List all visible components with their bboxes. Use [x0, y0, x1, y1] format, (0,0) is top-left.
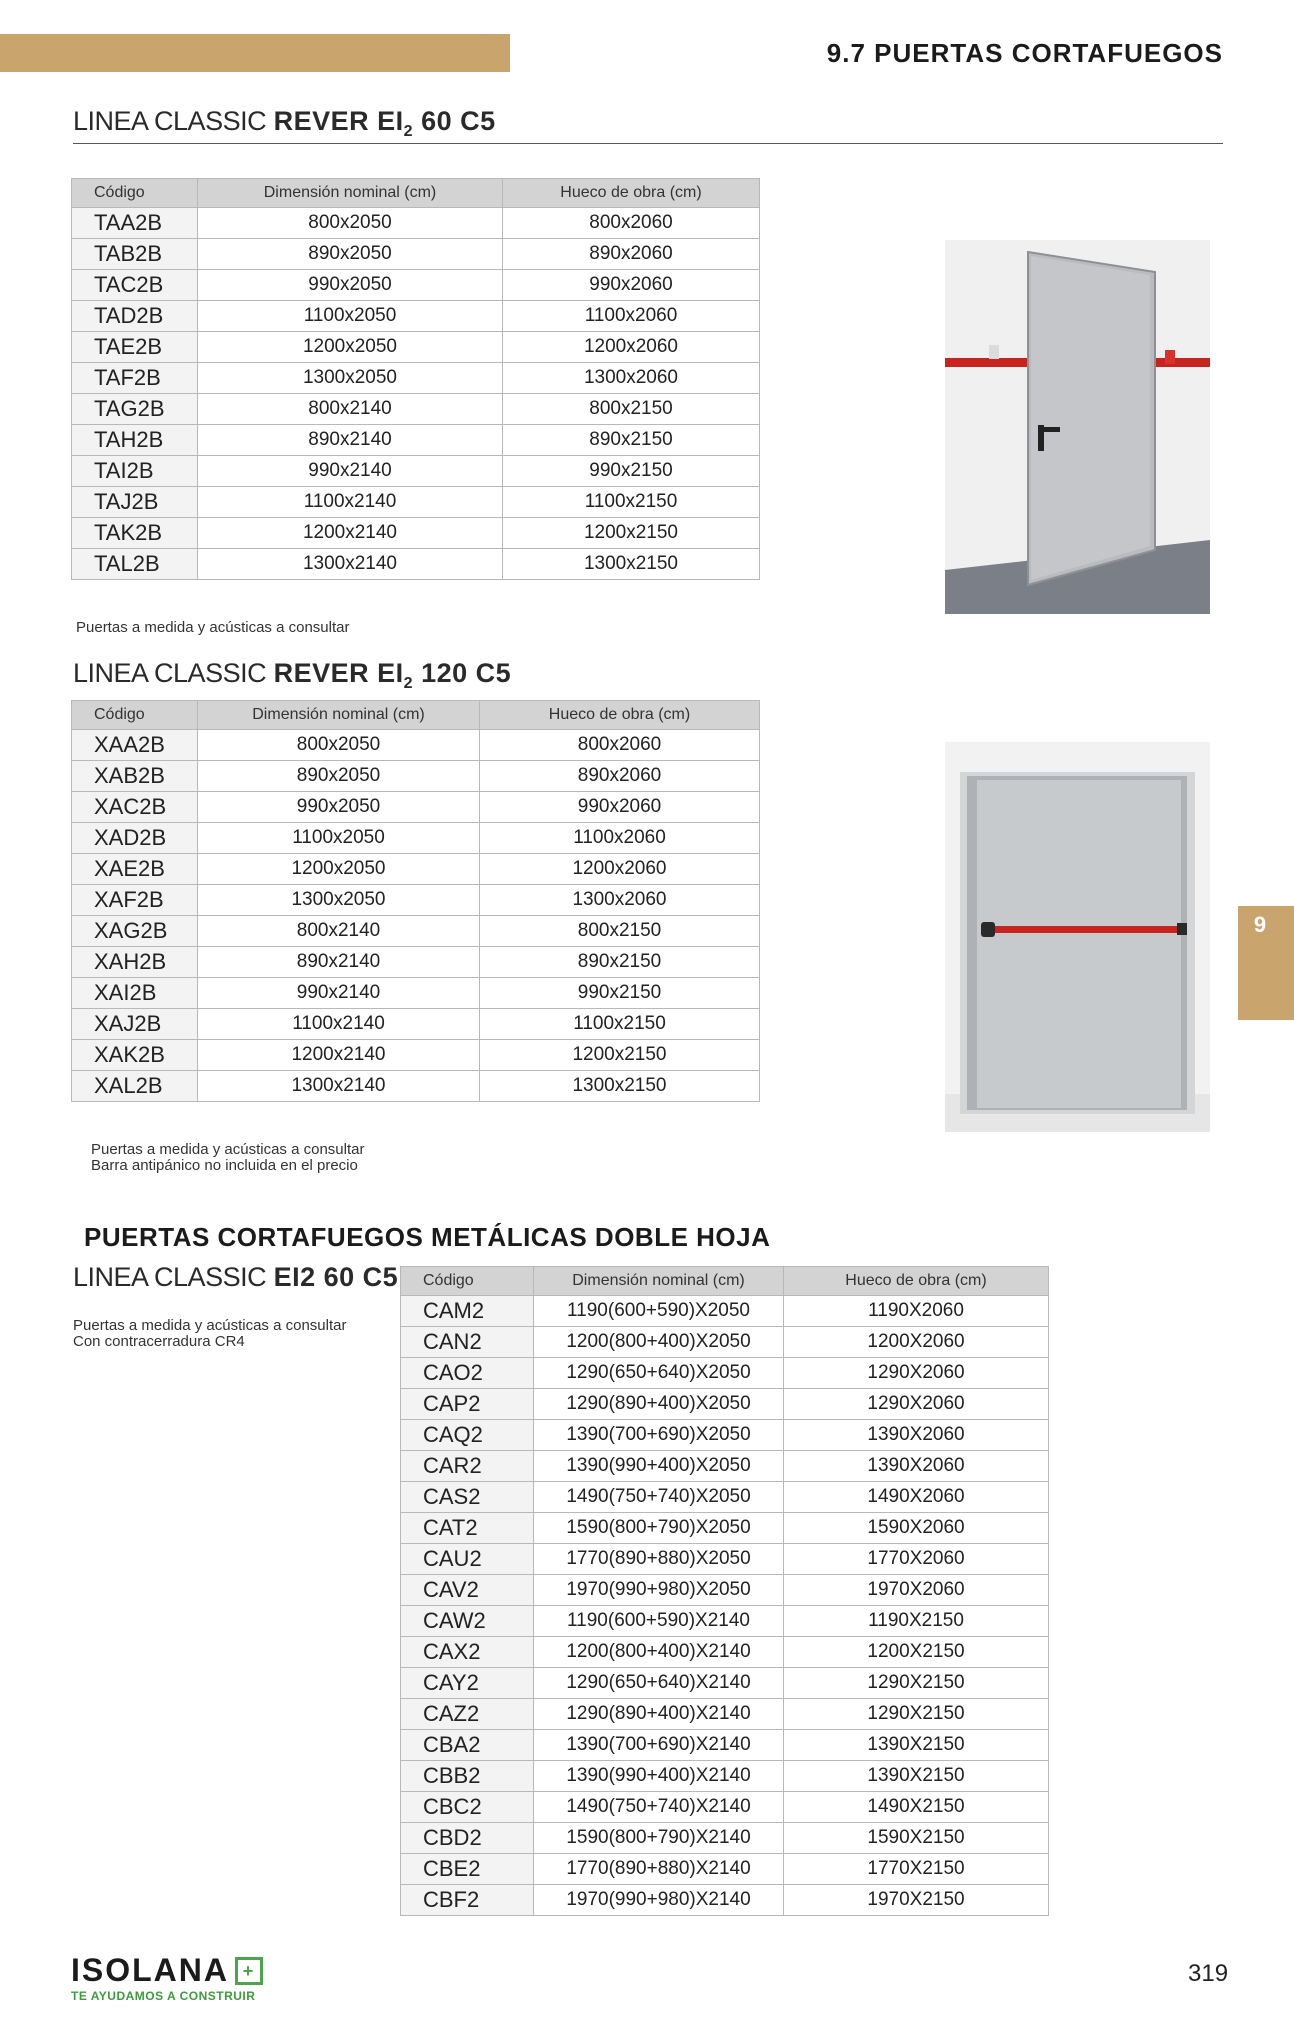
cell-code: CAX2 [401, 1637, 534, 1668]
section2-heading-light: LINEA CLASSIC [73, 658, 267, 688]
cell-nominal-dimension: 800x2050 [198, 730, 480, 761]
cell-nominal-dimension: 1490(750+740)X2050 [534, 1482, 784, 1513]
header-accent-band [0, 34, 510, 72]
cell-opening: 1100x2150 [480, 1009, 760, 1040]
cell-code: TAF2B [72, 363, 198, 394]
cell-opening: 1100x2060 [480, 823, 760, 854]
cell-opening: 1590X2150 [784, 1823, 1049, 1854]
table-row [401, 1668, 1049, 1699]
cell-nominal-dimension: 1190(600+590)X2050 [534, 1296, 784, 1327]
cell-nominal-dimension: 1300x2050 [198, 363, 503, 394]
chapter-tab-number: 9 [1253, 912, 1267, 937]
cell-nominal-dimension: 990x2140 [198, 456, 503, 487]
cell-code: XAE2B [72, 854, 198, 885]
cell-opening: 1770X2060 [784, 1544, 1049, 1575]
cell-code: CAY2 [401, 1668, 534, 1699]
cell-opening: 1770X2150 [784, 1854, 1049, 1885]
cell-code: TAE2B [72, 332, 198, 363]
cell-code: CAV2 [401, 1575, 534, 1606]
column-header-code: Código [72, 701, 198, 730]
cell-code: CBC2 [401, 1792, 534, 1823]
cell-nominal-dimension: 890x2050 [198, 239, 503, 270]
cell-nominal-dimension: 800x2140 [198, 916, 480, 947]
section2-heading-bold [273, 658, 512, 692]
column-header-code: Código [401, 1267, 534, 1296]
cell-nominal-dimension: 1300x2140 [198, 1071, 480, 1102]
cell-opening: 1300x2150 [503, 549, 760, 580]
table-row [401, 1389, 1049, 1420]
cell-nominal-dimension: 1200(800+400)X2140 [534, 1637, 784, 1668]
table-row [72, 301, 760, 332]
cell-code: TAJ2B [72, 487, 198, 518]
cell-nominal-dimension: 1770(890+880)X2140 [534, 1854, 784, 1885]
cell-nominal-dimension: 990x2140 [198, 978, 480, 1009]
cell-opening: 1390X2060 [784, 1451, 1049, 1482]
table-row [72, 394, 760, 425]
cell-opening: 890x2060 [503, 239, 760, 270]
cell-opening: 1200x2060 [480, 854, 760, 885]
page-number: 319 [1188, 1960, 1229, 1987]
cell-opening: 890x2150 [503, 425, 760, 456]
cell-nominal-dimension: 1100x2050 [198, 301, 503, 332]
cell-opening: 1390X2060 [784, 1420, 1049, 1451]
cell-nominal-dimension: 1100x2050 [198, 823, 480, 854]
table-row [72, 487, 760, 518]
cell-nominal-dimension: 1770(890+880)X2050 [534, 1544, 784, 1575]
cell-nominal-dimension: 1200x2140 [198, 1040, 480, 1071]
cell-opening: 1290X2060 [784, 1358, 1049, 1389]
table-row [401, 1296, 1049, 1327]
cell-opening: 1200x2150 [480, 1040, 760, 1071]
fire-door-photo-single [945, 240, 1210, 614]
table-body [72, 208, 760, 580]
logo-wordmark-text: ISOLANA [71, 1952, 229, 1988]
section3-heading-bold: EI2 60 C5 [273, 1262, 399, 1292]
table-row [72, 518, 760, 549]
table-row [401, 1606, 1049, 1637]
cell-nominal-dimension: 1390(700+690)X2050 [534, 1420, 784, 1451]
section2-heading-sub: 2 [403, 675, 414, 692]
cell-opening: 1200x2060 [503, 332, 760, 363]
cell-nominal-dimension: 1300x2140 [198, 549, 503, 580]
cell-code: XAD2B [72, 823, 198, 854]
cell-opening: 1190X2060 [784, 1296, 1049, 1327]
cell-opening: 990x2150 [480, 978, 760, 1009]
cell-opening: 800x2060 [480, 730, 760, 761]
table-body [72, 730, 760, 1102]
cell-opening: 1300x2060 [480, 885, 760, 916]
table-header-row [401, 1267, 1049, 1296]
cell-opening: 800x2150 [503, 394, 760, 425]
cell-opening: 1290X2150 [784, 1668, 1049, 1699]
cell-opening: 1970X2150 [784, 1885, 1049, 1916]
table-row [72, 916, 760, 947]
cell-opening: 800x2060 [503, 208, 760, 239]
cell-opening: 1200X2150 [784, 1637, 1049, 1668]
cell-opening: 1100x2060 [503, 301, 760, 332]
table-row [401, 1637, 1049, 1668]
spec-table-ei2-120 [71, 700, 760, 1102]
table-row [72, 823, 760, 854]
table-row [72, 1009, 760, 1040]
cell-code: CBA2 [401, 1730, 534, 1761]
cell-opening: 1290X2150 [784, 1699, 1049, 1730]
table-row [401, 1575, 1049, 1606]
cell-nominal-dimension: 1300x2050 [198, 885, 480, 916]
cell-code: XAF2B [72, 885, 198, 916]
table-row [72, 1071, 760, 1102]
table-row [72, 332, 760, 363]
column-header-opening: Hueco de obra (cm) [784, 1267, 1049, 1296]
section1-heading-bold-b: 60 C5 [413, 106, 496, 136]
cell-nominal-dimension: 800x2050 [198, 208, 503, 239]
cell-nominal-dimension: 1200x2050 [198, 854, 480, 885]
cell-opening: 1300x2150 [480, 1071, 760, 1102]
isolana-logo [71, 1954, 263, 2003]
table-row [72, 239, 760, 270]
cell-opening: 1100x2150 [503, 487, 760, 518]
section2-heading-bold-b: 120 C5 [413, 658, 512, 688]
cell-nominal-dimension: 1290(650+640)X2140 [534, 1668, 784, 1699]
table-row [72, 549, 760, 580]
cell-code: XAJ2B [72, 1009, 198, 1040]
section2-heading-bold-a: REVER EI [273, 658, 404, 688]
cell-opening: 990x2060 [503, 270, 760, 301]
cell-code: TAG2B [72, 394, 198, 425]
table-row [401, 1482, 1049, 1513]
cell-code: CAW2 [401, 1606, 534, 1637]
section2-note: Puertas a medida y acústicas a consultar Barra antipánico no incluida en el precio [91, 1141, 365, 1174]
cell-code: TAA2B [72, 208, 198, 239]
column-header-nominal: Dimensión nominal (cm) [198, 701, 480, 730]
logo-tagline: TE AYUDAMOS A CONSTRUIR [71, 1989, 256, 2003]
table-row [72, 730, 760, 761]
table-row [401, 1854, 1049, 1885]
column-header-opening: Hueco de obra (cm) [503, 179, 760, 208]
cell-code: TAH2B [72, 425, 198, 456]
cell-nominal-dimension: 1290(890+400)X2050 [534, 1389, 784, 1420]
cell-opening: 1300x2060 [503, 363, 760, 394]
table-row [401, 1420, 1049, 1451]
cell-code: CAS2 [401, 1482, 534, 1513]
cell-code: XAC2B [72, 792, 198, 823]
cell-nominal-dimension: 1200x2050 [198, 332, 503, 363]
cell-nominal-dimension: 890x2140 [198, 947, 480, 978]
section1-heading-bold [273, 106, 496, 140]
double-leaf-section-title: PUERTAS CORTAFUEGOS METÁLICAS DOBLE HOJA [84, 1222, 771, 1252]
table-body [401, 1296, 1049, 1916]
section2-heading [73, 658, 511, 693]
table-row [401, 1792, 1049, 1823]
section1-note: Puertas a medida y acústicas a consultar [76, 619, 350, 636]
cell-opening: 1290X2060 [784, 1389, 1049, 1420]
cell-code: CAT2 [401, 1513, 534, 1544]
table-row [72, 978, 760, 1009]
fire-door-photo-panic-bar [945, 742, 1210, 1132]
table-row [72, 792, 760, 823]
table-row [401, 1513, 1049, 1544]
section1-heading [73, 106, 496, 141]
section1-heading-sub: 2 [403, 123, 414, 140]
column-header-nominal: Dimensión nominal (cm) [198, 179, 503, 208]
cell-code: XAL2B [72, 1071, 198, 1102]
cell-code: CBD2 [401, 1823, 534, 1854]
cell-opening: 890x2060 [480, 761, 760, 792]
cell-opening: 990x2150 [503, 456, 760, 487]
section1-heading-light: LINEA CLASSIC [73, 106, 267, 136]
table-row [72, 456, 760, 487]
cell-nominal-dimension: 1590(800+790)X2050 [534, 1513, 784, 1544]
cell-nominal-dimension: 800x2140 [198, 394, 503, 425]
section3-heading [73, 1262, 398, 1293]
cell-code: CAP2 [401, 1389, 534, 1420]
cell-nominal-dimension: 1100x2140 [198, 487, 503, 518]
cell-nominal-dimension: 1190(600+590)X2140 [534, 1606, 784, 1637]
column-header-code: Código [72, 179, 198, 208]
table-row [72, 208, 760, 239]
cell-nominal-dimension: 1200(800+400)X2050 [534, 1327, 784, 1358]
spec-table-double-leaf [400, 1266, 1049, 1916]
cell-nominal-dimension: 1290(650+640)X2050 [534, 1358, 784, 1389]
cell-code: XAB2B [72, 761, 198, 792]
table-row [401, 1358, 1049, 1389]
cell-nominal-dimension: 890x2140 [198, 425, 503, 456]
cell-opening: 1200X2060 [784, 1327, 1049, 1358]
cell-opening: 1390X2150 [784, 1730, 1049, 1761]
table-row [72, 854, 760, 885]
table-row [401, 1699, 1049, 1730]
cell-code: CAU2 [401, 1544, 534, 1575]
logo-wordmark [71, 1954, 263, 1986]
section3-heading-light: LINEA CLASSIC [73, 1262, 267, 1292]
cell-opening: 1190X2150 [784, 1606, 1049, 1637]
table-row [401, 1730, 1049, 1761]
cell-nominal-dimension: 990x2050 [198, 270, 503, 301]
table-row [72, 363, 760, 394]
section-title: 9.7 PUERTAS CORTAFUEGOS [826, 38, 1223, 68]
table-row [401, 1761, 1049, 1792]
cell-code: CAZ2 [401, 1699, 534, 1730]
cell-code: XAI2B [72, 978, 198, 1009]
heading-divider [73, 143, 1223, 144]
cell-code: CBB2 [401, 1761, 534, 1792]
table-row [72, 947, 760, 978]
table-row [401, 1451, 1049, 1482]
cell-nominal-dimension: 1390(700+690)X2140 [534, 1730, 784, 1761]
cell-code: TAB2B [72, 239, 198, 270]
cell-code: CAR2 [401, 1451, 534, 1482]
column-header-opening: Hueco de obra (cm) [480, 701, 760, 730]
logo-plus-icon: + [235, 1957, 263, 1985]
cell-nominal-dimension: 1970(990+980)X2050 [534, 1575, 784, 1606]
cell-opening: 990x2060 [480, 792, 760, 823]
cell-nominal-dimension: 1390(990+400)X2050 [534, 1451, 784, 1482]
cell-opening: 1490X2150 [784, 1792, 1049, 1823]
table-row [72, 270, 760, 301]
table-row [72, 425, 760, 456]
cell-code: CAN2 [401, 1327, 534, 1358]
cell-code: XAG2B [72, 916, 198, 947]
cell-code: CBE2 [401, 1854, 534, 1885]
cell-code: TAD2B [72, 301, 198, 332]
cell-code: TAI2B [72, 456, 198, 487]
cell-nominal-dimension: 1390(990+400)X2140 [534, 1761, 784, 1792]
cell-nominal-dimension: 990x2050 [198, 792, 480, 823]
cell-code: CBF2 [401, 1885, 534, 1916]
cell-nominal-dimension: 1490(750+740)X2140 [534, 1792, 784, 1823]
cell-opening: 1590X2060 [784, 1513, 1049, 1544]
cell-nominal-dimension: 1100x2140 [198, 1009, 480, 1040]
cell-code: CAQ2 [401, 1420, 534, 1451]
table-row [72, 761, 760, 792]
cell-opening: 1390X2150 [784, 1761, 1049, 1792]
cell-nominal-dimension: 1200x2140 [198, 518, 503, 549]
section3-note: Puertas a medida y acústicas a consultar Con contracerradura CR4 [73, 1317, 347, 1350]
cell-nominal-dimension: 1970(990+980)X2140 [534, 1885, 784, 1916]
column-header-nominal: Dimensión nominal (cm) [534, 1267, 784, 1296]
cell-nominal-dimension: 1590(800+790)X2140 [534, 1823, 784, 1854]
spec-table-ei2-60 [71, 178, 760, 580]
cell-nominal-dimension: 890x2050 [198, 761, 480, 792]
cell-code: CAO2 [401, 1358, 534, 1389]
table-row [72, 885, 760, 916]
cell-code: CAM2 [401, 1296, 534, 1327]
cell-code: TAC2B [72, 270, 198, 301]
cell-opening: 1200x2150 [503, 518, 760, 549]
section1-heading-bold-a: REVER EI [273, 106, 404, 136]
table-row [401, 1544, 1049, 1575]
cell-opening: 1490X2060 [784, 1482, 1049, 1513]
cell-code: TAK2B [72, 518, 198, 549]
cell-code: XAK2B [72, 1040, 198, 1071]
table-header-row [72, 701, 760, 730]
cell-opening: 890x2150 [480, 947, 760, 978]
table-row [72, 1040, 760, 1071]
cell-code: TAL2B [72, 549, 198, 580]
table-row [401, 1823, 1049, 1854]
cell-nominal-dimension: 1290(890+400)X2140 [534, 1699, 784, 1730]
table-row [401, 1885, 1049, 1916]
cell-opening: 800x2150 [480, 916, 760, 947]
table-header-row [72, 179, 760, 208]
cell-opening: 1970X2060 [784, 1575, 1049, 1606]
table-row [401, 1327, 1049, 1358]
cell-code: XAH2B [72, 947, 198, 978]
cell-code: XAA2B [72, 730, 198, 761]
